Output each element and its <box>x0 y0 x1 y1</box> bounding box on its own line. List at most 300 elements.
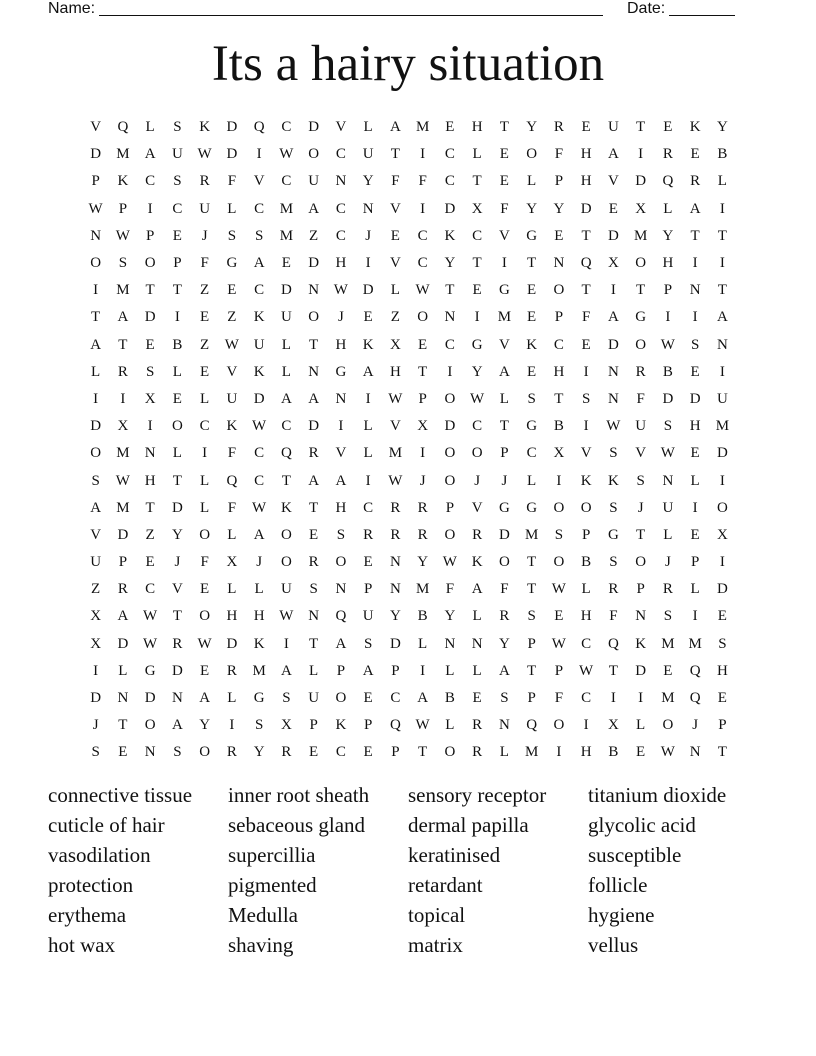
grid-letter[interactable]: S <box>609 445 618 462</box>
grid-letter[interactable]: I <box>447 363 453 380</box>
grid-letter[interactable]: J <box>256 554 263 571</box>
grid-letter[interactable]: E <box>581 336 591 353</box>
grid-letter[interactable]: G <box>526 418 538 435</box>
grid-letter[interactable]: N <box>607 363 619 380</box>
grid-letter[interactable]: R <box>417 526 428 543</box>
grid-letter[interactable]: O <box>280 526 292 543</box>
grid-letter[interactable]: E <box>499 146 509 163</box>
grid-letter[interactable]: L <box>200 390 210 407</box>
grid-letter[interactable]: O <box>308 309 320 326</box>
grid-letter[interactable]: Q <box>389 717 401 734</box>
grid-letter[interactable]: I <box>556 744 562 761</box>
grid-letter[interactable]: P <box>527 690 536 707</box>
grid-letter[interactable]: C <box>444 173 455 190</box>
grid-letter[interactable]: O <box>635 554 647 571</box>
grid-letter[interactable]: W <box>579 662 594 679</box>
grid-letter[interactable]: E <box>281 255 291 272</box>
grid-letter[interactable]: E <box>309 526 319 543</box>
grid-letter[interactable]: W <box>660 445 675 462</box>
grid-letter[interactable]: A <box>471 581 483 598</box>
grid-letter[interactable]: Y <box>471 363 483 380</box>
grid-letter[interactable]: D <box>607 227 619 244</box>
grid-letter[interactable]: J <box>337 309 344 326</box>
grid-letter[interactable]: T <box>608 662 618 679</box>
grid-letter[interactable]: Y <box>171 526 183 543</box>
grid-letter[interactable]: T <box>499 418 509 435</box>
grid-letter[interactable]: L <box>472 146 482 163</box>
grid-letter[interactable]: A <box>335 472 347 489</box>
grid-letter[interactable]: I <box>474 309 480 326</box>
grid-letter[interactable]: D <box>444 418 456 435</box>
grid-letter[interactable]: P <box>309 717 318 734</box>
grid-letter[interactable]: D <box>498 526 510 543</box>
grid-letter[interactable]: D <box>389 635 401 652</box>
grid-letter[interactable]: F <box>200 554 209 571</box>
grid-letter[interactable]: W <box>606 418 621 435</box>
grid-letter[interactable]: E <box>418 336 428 353</box>
grid-letter[interactable]: P <box>363 581 373 598</box>
grid-letter[interactable]: L <box>663 200 673 217</box>
grid-letter[interactable]: O <box>308 146 320 163</box>
grid-letter[interactable]: A <box>716 309 728 326</box>
grid-letter[interactable]: N <box>90 227 102 244</box>
grid-letter[interactable]: N <box>389 581 401 598</box>
grid-letter[interactable]: S <box>363 635 373 652</box>
grid-letter[interactable]: T <box>172 608 182 625</box>
grid-letter[interactable]: C <box>335 744 346 761</box>
grid-letter[interactable]: R <box>608 581 619 598</box>
grid-letter[interactable]: I <box>719 255 725 272</box>
grid-letter[interactable]: T <box>281 472 291 489</box>
grid-letter[interactable]: K <box>471 554 483 571</box>
grid-letter[interactable]: M <box>688 635 702 652</box>
grid-letter[interactable]: V <box>635 445 647 462</box>
grid-letter[interactable]: I <box>420 662 426 679</box>
grid-letter[interactable]: C <box>363 499 374 516</box>
grid-letter[interactable]: S <box>336 526 346 543</box>
grid-letter[interactable]: I <box>420 200 426 217</box>
grid-letter[interactable]: Q <box>117 119 129 136</box>
grid-letter[interactable]: C <box>417 227 428 244</box>
grid-letter[interactable]: I <box>256 146 262 163</box>
grid-letter[interactable]: A <box>335 635 347 652</box>
grid-letter[interactable]: J <box>637 499 644 516</box>
grid-letter[interactable]: W <box>224 336 239 353</box>
grid-letter[interactable]: E <box>717 608 727 625</box>
grid-letter[interactable]: U <box>280 309 292 326</box>
grid-letter[interactable]: T <box>118 717 128 734</box>
grid-letter[interactable]: M <box>116 445 130 462</box>
grid-letter[interactable]: E <box>499 173 509 190</box>
grid-letter[interactable]: D <box>308 119 320 136</box>
grid-letter[interactable]: I <box>501 255 507 272</box>
grid-letter[interactable]: A <box>308 200 320 217</box>
grid-letter[interactable]: Q <box>335 608 347 625</box>
grid-letter[interactable]: I <box>719 200 725 217</box>
grid-letter[interactable]: I <box>692 309 698 326</box>
grid-letter[interactable]: Y <box>253 744 265 761</box>
grid-letter[interactable]: D <box>144 309 156 326</box>
grid-letter[interactable]: E <box>390 227 400 244</box>
grid-letter[interactable]: W <box>388 390 403 407</box>
grid-letter[interactable]: F <box>500 200 509 217</box>
grid-letter[interactable]: E <box>690 363 700 380</box>
grid-letter[interactable]: I <box>338 418 344 435</box>
grid-letter[interactable]: C <box>444 146 455 163</box>
grid-letter[interactable]: L <box>227 690 237 707</box>
grid-letter[interactable]: K <box>226 418 238 435</box>
grid-letter[interactable]: D <box>90 146 102 163</box>
grid-letter[interactable]: H <box>144 472 156 489</box>
grid-letter[interactable]: T <box>581 282 591 299</box>
grid-letter[interactable]: Y <box>526 119 538 136</box>
grid-letter[interactable]: O <box>635 255 647 272</box>
grid-letter[interactable]: R <box>635 363 646 380</box>
grid-letter[interactable]: O <box>90 445 102 462</box>
grid-letter[interactable]: T <box>472 255 482 272</box>
grid-letter[interactable]: T <box>527 581 537 598</box>
grid-letter[interactable]: B <box>172 336 183 353</box>
grid-letter[interactable]: A <box>308 472 320 489</box>
grid-letter[interactable]: C <box>254 445 265 462</box>
grid-letter[interactable]: W <box>442 554 457 571</box>
grid-letter[interactable]: L <box>690 581 700 598</box>
grid-letter[interactable]: K <box>253 635 265 652</box>
grid-letter[interactable]: O <box>444 526 456 543</box>
grid-letter[interactable]: I <box>202 445 208 462</box>
grid-letter[interactable]: C <box>335 227 346 244</box>
grid-letter[interactable]: E <box>663 662 673 679</box>
grid-letter[interactable]: M <box>116 282 130 299</box>
grid-letter[interactable]: I <box>719 554 725 571</box>
grid-letter[interactable]: U <box>171 146 183 163</box>
grid-letter[interactable]: W <box>333 282 348 299</box>
grid-letter[interactable]: W <box>279 608 294 625</box>
grid-letter[interactable]: I <box>665 309 671 326</box>
grid-letter[interactable]: A <box>389 119 401 136</box>
grid-letter[interactable]: A <box>607 309 619 326</box>
grid-letter[interactable]: I <box>365 472 371 489</box>
grid-letter[interactable]: T <box>309 336 319 353</box>
grid-letter[interactable]: X <box>90 635 102 652</box>
grid-letter[interactable]: S <box>527 608 536 625</box>
grid-letter[interactable]: T <box>145 499 155 516</box>
grid-letter[interactable]: T <box>717 282 727 299</box>
grid-letter[interactable]: S <box>173 119 182 136</box>
grid-letter[interactable]: C <box>581 635 592 652</box>
grid-letter[interactable]: H <box>580 608 592 625</box>
grid-letter[interactable]: R <box>662 146 673 163</box>
grid-letter[interactable]: S <box>118 255 128 272</box>
grid-letter[interactable]: X <box>553 445 565 462</box>
grid-letter[interactable]: M <box>116 499 130 516</box>
grid-letter[interactable]: K <box>199 119 211 136</box>
grid-letter[interactable]: K <box>635 635 647 652</box>
grid-letter[interactable]: S <box>500 690 509 707</box>
grid-letter[interactable]: V <box>471 499 483 516</box>
grid-letter[interactable]: V <box>335 445 347 462</box>
grid-letter[interactable]: M <box>524 744 539 761</box>
grid-letter[interactable]: R <box>199 173 210 190</box>
grid-letter[interactable]: M <box>661 635 675 652</box>
grid-letter[interactable]: E <box>145 336 155 353</box>
grid-letter[interactable]: R <box>281 744 292 761</box>
grid-letter[interactable]: O <box>553 499 565 516</box>
grid-letter[interactable]: T <box>418 363 428 380</box>
grid-letter[interactable]: B <box>553 418 564 435</box>
grid-letter[interactable]: X <box>471 200 483 217</box>
grid-letter[interactable]: T <box>418 744 428 761</box>
grid-letter[interactable]: I <box>420 445 426 462</box>
grid-letter[interactable]: T <box>690 227 700 244</box>
grid-letter[interactable]: T <box>527 554 537 571</box>
grid-letter[interactable]: N <box>335 390 347 407</box>
grid-letter[interactable]: Q <box>526 717 538 734</box>
grid-letter[interactable]: O <box>199 608 211 625</box>
grid-letter[interactable]: E <box>717 690 727 707</box>
grid-letter[interactable]: K <box>580 472 592 489</box>
grid-letter[interactable]: L <box>200 499 210 516</box>
grid-letter[interactable]: Z <box>145 526 155 543</box>
grid-letter[interactable]: S <box>145 363 155 380</box>
grid-letter[interactable]: I <box>365 255 371 272</box>
grid-letter[interactable]: U <box>308 173 320 190</box>
grid-letter[interactable]: R <box>472 526 483 543</box>
grid-letter[interactable]: C <box>254 200 265 217</box>
grid-letter[interactable]: L <box>172 363 182 380</box>
grid-letter[interactable]: P <box>118 554 128 571</box>
grid-letter[interactable]: S <box>690 336 700 353</box>
grid-letter[interactable]: I <box>93 662 99 679</box>
grid-letter[interactable]: X <box>635 200 647 217</box>
grid-letter[interactable]: I <box>420 146 426 163</box>
grid-letter[interactable]: M <box>497 309 512 326</box>
grid-letter[interactable]: C <box>145 173 156 190</box>
grid-letter[interactable]: J <box>419 472 426 489</box>
grid-letter[interactable]: O <box>553 282 565 299</box>
grid-letter[interactable]: Z <box>200 282 210 299</box>
grid-letter[interactable]: T <box>309 499 319 516</box>
grid-letter[interactable]: N <box>498 717 510 734</box>
grid-letter[interactable]: S <box>636 472 645 489</box>
grid-letter[interactable]: F <box>227 499 237 516</box>
grid-letter[interactable]: E <box>554 227 564 244</box>
grid-letter[interactable]: H <box>253 608 265 625</box>
grid-letter[interactable]: H <box>580 146 592 163</box>
grid-letter[interactable]: W <box>415 717 430 734</box>
grid-letter[interactable]: F <box>418 173 427 190</box>
grid-letter[interactable]: X <box>117 418 129 435</box>
grid-letter[interactable]: O <box>335 554 347 571</box>
grid-letter[interactable]: U <box>280 581 292 598</box>
grid-letter[interactable]: L <box>200 472 210 489</box>
grid-letter[interactable]: S <box>609 554 618 571</box>
grid-letter[interactable]: T <box>717 744 727 761</box>
grid-letter[interactable]: W <box>143 608 158 625</box>
grid-letter[interactable]: K <box>280 499 292 516</box>
grid-letter[interactable]: P <box>500 445 509 462</box>
grid-letter[interactable]: T <box>118 336 128 353</box>
grid-letter[interactable]: O <box>553 717 565 734</box>
grid-letter[interactable]: O <box>90 255 102 272</box>
grid-letter[interactable]: X <box>607 255 619 272</box>
grid-letter[interactable]: T <box>636 119 646 136</box>
grid-letter[interactable]: E <box>472 282 482 299</box>
grid-letter[interactable]: A <box>199 690 211 707</box>
grid-letter[interactable]: A <box>253 526 265 543</box>
grid-letter[interactable]: C <box>145 581 156 598</box>
grid-letter[interactable]: L <box>527 173 537 190</box>
grid-letter[interactable]: A <box>280 662 292 679</box>
grid-letter[interactable]: L <box>499 390 509 407</box>
grid-letter[interactable]: R <box>690 173 701 190</box>
grid-letter[interactable]: P <box>554 662 564 679</box>
grid-letter[interactable]: W <box>551 635 566 652</box>
grid-letter[interactable]: Z <box>227 309 237 326</box>
grid-letter[interactable]: C <box>581 690 592 707</box>
grid-letter[interactable]: N <box>662 472 674 489</box>
grid-letter[interactable]: C <box>172 200 183 217</box>
grid-letter[interactable]: L <box>281 363 291 380</box>
grid-letter[interactable]: E <box>527 363 537 380</box>
grid-letter[interactable]: Z <box>390 309 400 326</box>
grid-letter[interactable]: V <box>498 336 510 353</box>
grid-letter[interactable]: O <box>199 744 211 761</box>
grid-letter[interactable]: R <box>417 499 428 516</box>
name-blank-line[interactable] <box>99 0 603 16</box>
grid-letter[interactable]: R <box>499 608 510 625</box>
grid-letter[interactable]: I <box>719 472 725 489</box>
grid-letter[interactable]: E <box>527 282 537 299</box>
grid-letter[interactable]: L <box>690 472 700 489</box>
grid-letter[interactable]: A <box>90 499 102 516</box>
grid-letter[interactable]: U <box>362 608 374 625</box>
grid-letter[interactable]: S <box>173 744 182 761</box>
grid-letter[interactable]: H <box>580 744 592 761</box>
grid-letter[interactable]: V <box>389 418 401 435</box>
grid-letter[interactable]: O <box>171 418 183 435</box>
grid-letter[interactable]: V <box>580 445 592 462</box>
grid-letter[interactable]: R <box>117 581 128 598</box>
grid-letter[interactable]: N <box>144 445 156 462</box>
grid-letter[interactable]: I <box>610 690 616 707</box>
grid-letter[interactable]: Q <box>580 255 592 272</box>
grid-letter[interactable]: M <box>415 581 430 598</box>
grid-letter[interactable]: O <box>444 445 456 462</box>
grid-letter[interactable]: X <box>280 717 292 734</box>
grid-letter[interactable]: L <box>581 581 591 598</box>
grid-letter[interactable]: T <box>91 309 101 326</box>
grid-letter[interactable]: R <box>363 526 374 543</box>
grid-letter[interactable]: I <box>174 309 180 326</box>
grid-letter[interactable]: O <box>444 744 456 761</box>
grid-letter[interactable]: A <box>607 146 619 163</box>
grid-letter[interactable]: U <box>90 554 102 571</box>
grid-letter[interactable]: L <box>472 608 482 625</box>
grid-letter[interactable]: D <box>635 662 647 679</box>
grid-letter[interactable]: C <box>472 227 483 244</box>
grid-letter[interactable]: D <box>716 581 728 598</box>
grid-letter[interactable]: C <box>417 255 428 272</box>
grid-letter[interactable]: P <box>118 200 128 217</box>
grid-letter[interactable]: I <box>556 472 562 489</box>
grid-letter[interactable]: P <box>581 526 591 543</box>
grid-letter[interactable]: D <box>607 336 619 353</box>
grid-letter[interactable]: H <box>335 336 347 353</box>
grid-letter[interactable]: N <box>308 608 320 625</box>
grid-letter[interactable]: C <box>553 336 564 353</box>
grid-letter[interactable]: O <box>716 499 728 516</box>
grid-letter[interactable]: S <box>663 418 673 435</box>
grid-letter[interactable]: U <box>635 418 647 435</box>
grid-letter[interactable]: G <box>226 255 238 272</box>
grid-letter[interactable]: D <box>716 445 728 462</box>
grid-letter[interactable]: V <box>253 173 265 190</box>
grid-letter[interactable]: O <box>417 309 429 326</box>
grid-letter[interactable]: D <box>144 690 156 707</box>
grid-letter[interactable]: O <box>662 717 674 734</box>
grid-letter[interactable]: N <box>716 336 728 353</box>
grid-letter[interactable]: Q <box>280 445 292 462</box>
grid-letter[interactable]: Q <box>253 119 265 136</box>
grid-letter[interactable]: S <box>609 499 618 516</box>
grid-letter[interactable]: S <box>718 635 727 652</box>
grid-letter[interactable]: A <box>362 363 374 380</box>
grid-letter[interactable]: R <box>172 635 183 652</box>
grid-letter[interactable]: N <box>389 554 401 571</box>
grid-letter[interactable]: D <box>689 390 701 407</box>
grid-letter[interactable]: B <box>717 146 728 163</box>
grid-letter[interactable]: S <box>663 608 673 625</box>
grid-letter[interactable]: D <box>90 690 102 707</box>
grid-letter[interactable]: H <box>689 418 701 435</box>
grid-letter[interactable]: K <box>444 227 456 244</box>
grid-letter[interactable]: C <box>335 200 346 217</box>
grid-letter[interactable]: N <box>144 744 156 761</box>
grid-letter[interactable]: O <box>635 336 647 353</box>
grid-letter[interactable]: E <box>363 309 373 326</box>
grid-letter[interactable]: G <box>335 363 347 380</box>
grid-letter[interactable]: E <box>309 744 319 761</box>
grid-letter[interactable]: P <box>173 255 182 272</box>
grid-letter[interactable]: H <box>716 662 728 679</box>
grid-letter[interactable]: C <box>335 146 346 163</box>
grid-letter[interactable]: S <box>254 227 264 244</box>
grid-letter[interactable]: P <box>145 227 155 244</box>
grid-letter[interactable]: I <box>93 390 99 407</box>
grid-letter[interactable]: F <box>554 690 564 707</box>
grid-letter[interactable]: W <box>143 635 158 652</box>
grid-letter[interactable]: Q <box>226 472 238 489</box>
grid-letter[interactable]: E <box>172 390 182 407</box>
grid-letter[interactable]: E <box>690 445 700 462</box>
grid-letter[interactable]: W <box>470 390 485 407</box>
grid-letter[interactable]: Q <box>689 690 701 707</box>
grid-letter[interactable]: P <box>363 717 373 734</box>
grid-letter[interactable]: I <box>120 390 126 407</box>
grid-letter[interactable]: L <box>254 581 264 598</box>
grid-letter[interactable]: B <box>417 608 428 625</box>
grid-letter[interactable]: S <box>554 526 564 543</box>
grid-letter[interactable]: R <box>226 662 237 679</box>
grid-letter[interactable]: F <box>445 581 455 598</box>
grid-letter[interactable]: O <box>280 554 292 571</box>
grid-letter[interactable]: F <box>609 608 618 625</box>
grid-letter[interactable]: S <box>227 227 237 244</box>
grid-letter[interactable]: M <box>661 690 675 707</box>
grid-letter[interactable]: M <box>524 526 539 543</box>
grid-letter[interactable]: V <box>389 255 401 272</box>
